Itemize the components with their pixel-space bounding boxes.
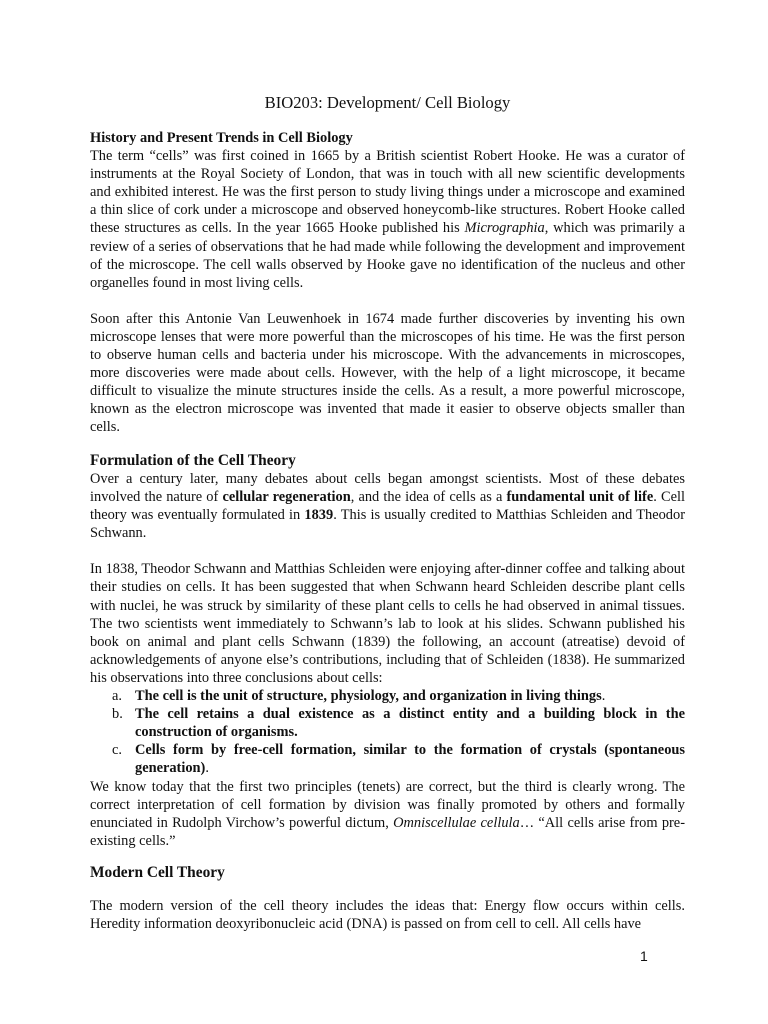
- formulation-paragraph-2: In 1838, Theodor Schwann and Matthias Schleiden were enjoying after-dinner coffee and talking about their studies on cells. It has been suggested that when Schwann heard Schleiden describe plant cells with nuclei, he was struck by similarity of these plant cells to cells he had observed in animal tissues. The two scientists went immediately to Schwann’s lab to look at his slides. Schwann published his book on animal and plant cells Schwann (1839) the following, an account (atreatise) devoid of acknowledgements of anyone else’s contributions, including that of Schleiden (1838). He summarized his observations into three conclusions about cells:: [90, 561, 685, 686]
- history-paragraph-2: Soon after this Antonie Van Leuwenhoek in 1674 made further discoveries by inventing his own microscope lenses that were more powerful than the microscopes of his time. He was the first person to observe human cells and bacteria under his microscope. With the advancements in microscopes, more discoveries were made about cells. However, with the help of a light microscope, it became difficult to visualize the minute structures inside the cells. As a result, a more powerful microscope, known as the electron microscope was invented that made it easier to observe objects smaller than cells.: [90, 310, 685, 436]
- formulation-paragraph-1: Over a century later, many debates about cells began amongst scientists. Most of these debates involved the nature of cellular regeneration, and the idea of cells as a fundamental unit of life. Cell theory was eventually formulated in 1839. This is usually credited to Matthias Schleiden and Theodor Schwann.: [90, 471, 685, 542]
- modern-section: [90, 863, 685, 933]
- formulation-section: [90, 451, 685, 850]
- conclusion-item: c. Cells form by free-cell formation, similar to the formation of crystals (spontaneous generation).: [112, 742, 685, 777]
- conclusion-item: b. The cell retains a dual existence as a distinct entity and a building block in the construction of organisms.: [112, 706, 685, 741]
- formulation-paragraph-3: We know today that the first two principles (tenets) are correct, but the third is clearly wrong. The correct interpretation of cell formation by division was finally promoted by others and formally enunciated in Rudolph Virchow’s powerful dictum, Omniscellulae cellula… “All cells arise from pre-existing cells.”: [90, 778, 685, 849]
- page-number: 1: [640, 948, 648, 964]
- document-title: BIO203: Development/ Cell Biology: [264, 93, 511, 112]
- conclusion-item: a. The cell is the unit of structure, physiology, and organization in living things.: [112, 688, 606, 705]
- conclusions-list: [90, 687, 685, 777]
- history-heading: History and Present Trends in Cell Biology: [90, 130, 353, 146]
- modern-paragraph-1: The modern version of the cell theory includes the ideas that: Energy flow occurs within cells. Heredity information deoxyribonucleic acid (DNA) is passed on from cell to cell. All cells have: [90, 898, 685, 933]
- modern-heading: Modern Cell Theory: [90, 864, 225, 881]
- document-page: [90, 0, 685, 1024]
- history-section: [90, 129, 685, 437]
- history-paragraph-1: The term “cells” was first coined in 1665 by a British scientist Robert Hooke. He was a curator of instruments at the Royal Society of London, that was in touch with all new scientific developments and exhibited interest. He was the first person to study living things under a microscope and examined a thin slice of cork under a microscope and observed honeycomb-like structures. Robert Hooke called these structures as cells. In the year 1665 Hooke published his Micrographia, which was primarily a review of a series of observations that he had made while following the development and improvement of the microscope. The cell walls observed by Hooke gave no identification of the nucleus and other organelles found in most living cells.: [90, 148, 685, 291]
- formulation-heading: Formulation of the Cell Theory: [90, 452, 296, 469]
- micrographia-title: Micrographia: [464, 220, 545, 237]
- virchow-dictum: Omniscellulae cellula: [393, 814, 520, 831]
